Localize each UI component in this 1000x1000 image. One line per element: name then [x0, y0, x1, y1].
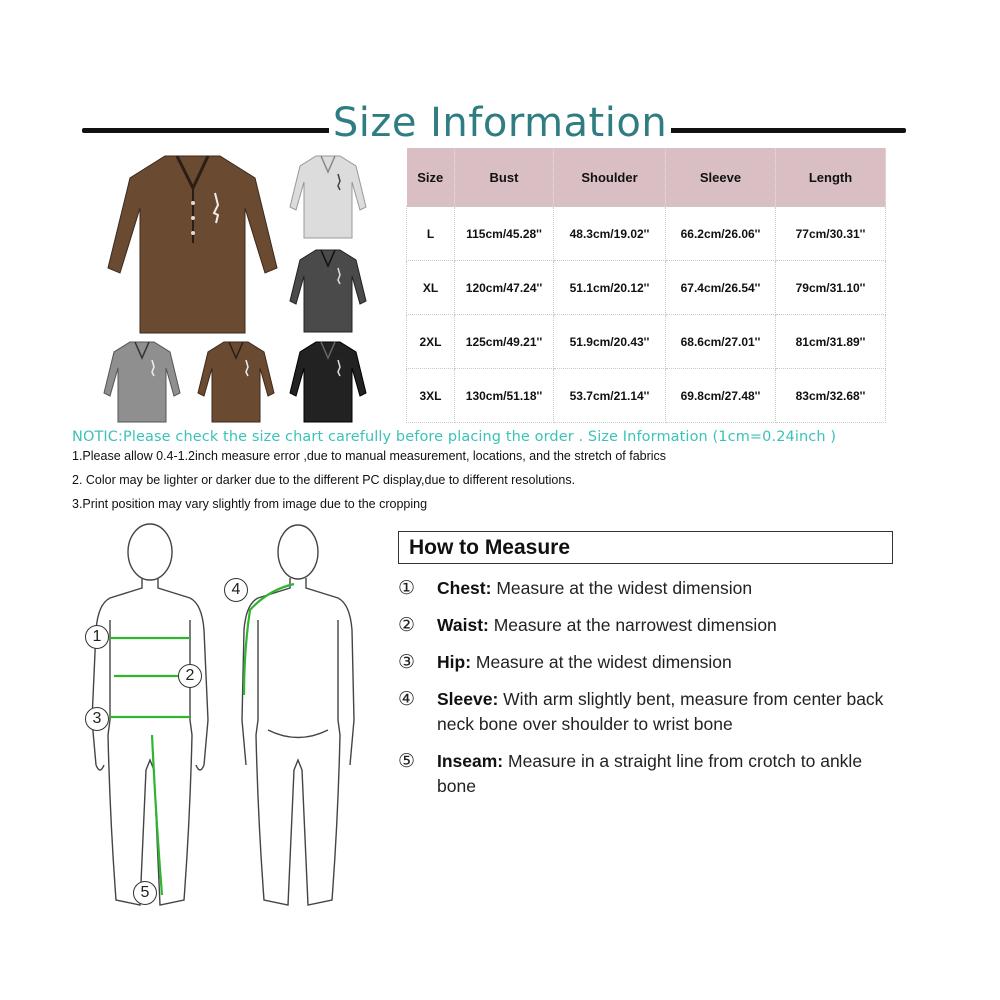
header-sleeve: Sleeve	[666, 148, 776, 207]
cell-shoulder: 53.7cm/21.14''	[554, 369, 666, 423]
step-3	[437, 650, 917, 675]
cell-size: 2XL	[407, 315, 455, 369]
step-5	[437, 749, 887, 799]
cell-shoulder: 51.1cm/20.12''	[554, 261, 666, 315]
figure-marker-2: 2	[178, 664, 202, 688]
note-2: 2. Color may be lighter or darker due to the different PC display,due to different resolutions.	[72, 473, 576, 487]
step-5-desc: Measure in a straight line from crotch to ankle bone	[437, 751, 863, 796]
shirt-image-main	[105, 148, 280, 338]
size-chart-table	[406, 148, 886, 423]
figure-marker-4: 4	[224, 578, 248, 602]
cell-sleeve: 69.8cm/27.48''	[666, 369, 776, 423]
table-row	[407, 315, 886, 369]
figure-marker-5: 5	[133, 881, 157, 905]
cell-bust: 130cm/51.18''	[455, 369, 554, 423]
figure-marker-3: 3	[85, 707, 109, 731]
step-3-number: ③	[398, 652, 416, 673]
cell-length: 81cm/31.89''	[776, 315, 886, 369]
step-3-desc: Measure at the widest dimension	[471, 652, 732, 672]
cell-sleeve: 68.6cm/27.01''	[666, 315, 776, 369]
cell-bust: 125cm/49.21''	[455, 315, 554, 369]
step-3-label: Hip:	[437, 652, 472, 672]
table-row	[407, 369, 886, 423]
step-5-number: ⑤	[398, 751, 416, 772]
step-4-desc: With arm slightly bent, measure from center back neck bone over shoulder to wrist bone	[437, 689, 884, 734]
cell-size: L	[407, 207, 455, 261]
header-size: Size	[407, 148, 455, 207]
header-shoulder: Shoulder	[554, 148, 666, 207]
shirt-image-brown-small	[196, 338, 276, 424]
shirt-image-white	[288, 152, 368, 240]
cell-shoulder: 51.9cm/20.43''	[554, 315, 666, 369]
header-bust: Bust	[455, 148, 554, 207]
step-4-number: ④	[398, 689, 416, 710]
step-5-label: Inseam:	[437, 751, 504, 771]
cell-length: 83cm/32.68''	[776, 369, 886, 423]
shirt-image-black	[288, 338, 368, 424]
table-row	[407, 207, 886, 261]
step-4	[437, 687, 907, 737]
table-header-row	[407, 148, 886, 207]
cell-size: XL	[407, 261, 455, 315]
table-row	[407, 261, 886, 315]
how-to-measure-header	[398, 531, 893, 564]
cell-bust: 120cm/47.24''	[455, 261, 554, 315]
step-1	[437, 576, 917, 601]
cell-sleeve: 67.4cm/26.54''	[666, 261, 776, 315]
cell-sleeve: 66.2cm/26.06''	[666, 207, 776, 261]
cell-shoulder: 48.3cm/19.02''	[554, 207, 666, 261]
notice-text: NOTIC:Please check the size chart carefully before placing the order . Size Information (1cm=0.24inch )	[72, 429, 837, 445]
step-1-label: Chest:	[437, 578, 492, 598]
shirt-image-grey	[102, 338, 182, 424]
shirt-image-dark-grey	[288, 246, 368, 334]
step-2-label: Waist:	[437, 615, 489, 635]
body-figure-back	[228, 520, 363, 915]
step-2	[437, 613, 917, 638]
cell-length: 79cm/31.10''	[776, 261, 886, 315]
step-4-label: Sleeve:	[437, 689, 499, 709]
figure-marker-1: 1	[85, 625, 109, 649]
cell-size: 3XL	[407, 369, 455, 423]
cell-length: 77cm/30.31''	[776, 207, 886, 261]
how-to-measure-title: How to Measure	[409, 536, 571, 559]
step-1-number: ①	[398, 578, 416, 599]
header-length: Length	[776, 148, 886, 207]
page-title: Size Information	[0, 100, 1000, 146]
cell-bust: 115cm/45.28''	[455, 207, 554, 261]
step-1-desc: Measure at the widest dimension	[491, 578, 753, 598]
note-3: 3.Print position may vary slightly from image due to the cropping	[72, 497, 428, 511]
step-2-desc: Measure at the narrowest dimension	[488, 615, 777, 635]
step-2-number: ②	[398, 615, 416, 636]
note-1: 1.Please allow 0.4-1.2inch measure error ,due to manual measurement, locations, and the stretch of fabrics	[72, 449, 667, 463]
